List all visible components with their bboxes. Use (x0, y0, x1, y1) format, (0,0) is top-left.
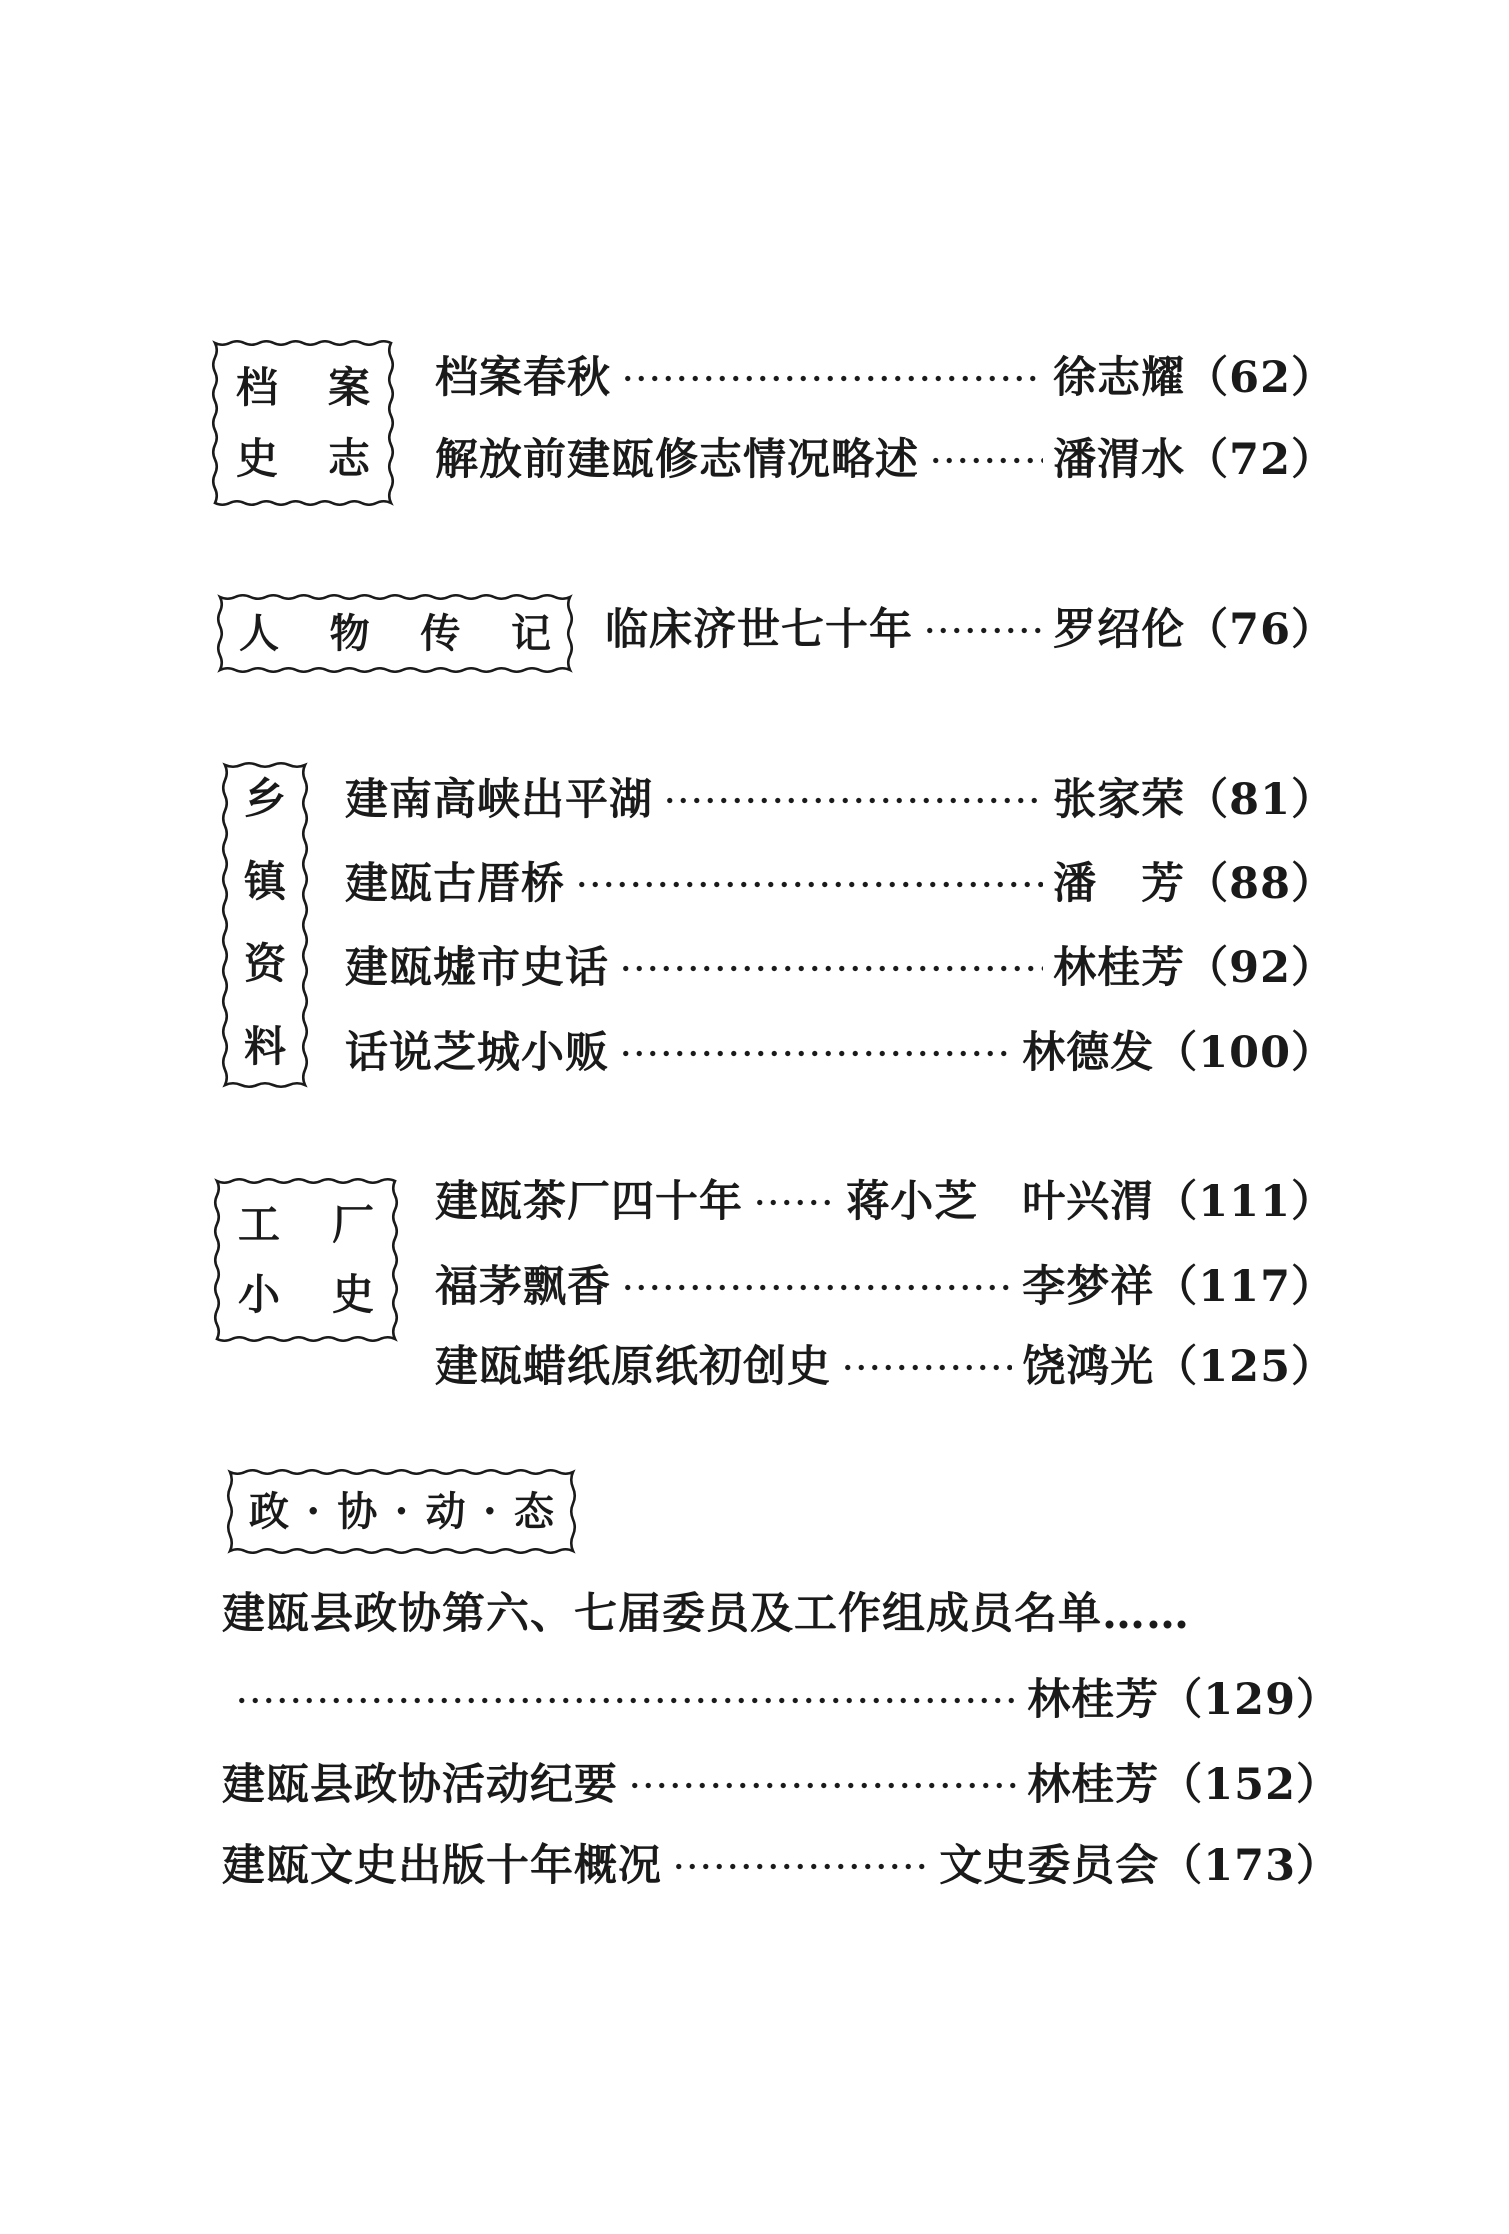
section-label: 工厂 (238, 1200, 374, 1249)
entry-page: （76） (1185, 604, 1335, 655)
toc-entry (225, 1670, 1340, 1730)
entry-title: 话说芝城小贩 (345, 1027, 609, 1078)
entry-page: （100） (1154, 1027, 1335, 1078)
entry-title: 建瓯文史出版十年概况 (222, 1840, 662, 1891)
entry-page: （117） (1154, 1261, 1335, 1312)
entry-title: 建瓯县政协活动纪要 (222, 1759, 618, 1810)
toc-entry (435, 1257, 1335, 1317)
entry-author: 蒋小芝 叶兴渭 (846, 1176, 1155, 1227)
dot-leader (923, 627, 1043, 634)
section-label-box (210, 338, 396, 508)
dot-leader (672, 1863, 929, 1870)
section-label-box (225, 1467, 578, 1556)
entry-page: （62） (1185, 352, 1335, 403)
entry-author: 潘渭水 (1053, 434, 1186, 485)
entry-page: （88） (1185, 858, 1335, 909)
entry-page: （173） (1159, 1840, 1340, 1891)
toc-entry (345, 770, 1335, 830)
entry-author: 林桂芳 (1027, 1759, 1160, 1810)
entry-author: 李梦祥 (1022, 1261, 1155, 1312)
entry-page: （129） (1159, 1674, 1340, 1725)
toc-entry (345, 1023, 1335, 1083)
dot-leader (929, 457, 1043, 464)
entry-author: 林桂芳 (1027, 1674, 1160, 1725)
toc-entry (435, 348, 1335, 408)
entry-title: 建瓯墟市史话 (345, 942, 609, 993)
entry-page: （152） (1159, 1759, 1340, 1810)
section-label-box (212, 1176, 400, 1344)
entry-author: 文史委员会 (939, 1840, 1160, 1891)
toc-entry (222, 1755, 1340, 1815)
toc-entry (435, 1172, 1335, 1232)
entry-page: （92） (1185, 942, 1335, 993)
section-label: 档案 (236, 362, 370, 412)
section-label: 乡 (243, 774, 286, 823)
entry-title: 临床济世七十年 (605, 604, 913, 655)
dot-leader (575, 881, 1043, 888)
toc-entry (345, 938, 1335, 998)
entry-page: （125） (1154, 1341, 1335, 1392)
dot-leader (235, 1697, 1017, 1704)
entry-author: 罗绍伦 (1053, 604, 1186, 655)
entry-page: （81） (1185, 774, 1335, 825)
dot-leader (663, 797, 1043, 804)
entry-title: 档案春秋 (435, 352, 611, 403)
entry-title: 建瓯蜡纸原纸初创史 (435, 1341, 831, 1392)
entry-author: 徐志耀 (1053, 352, 1186, 403)
entry-page: （72） (1185, 434, 1335, 485)
section-label: 人物传记 (239, 609, 551, 657)
toc-entry (222, 1836, 1340, 1896)
section-label: 小史 (238, 1270, 374, 1319)
toc-entry (605, 600, 1335, 660)
dot-leader (621, 1284, 1012, 1291)
dot-leader (841, 1364, 1012, 1371)
entry-title: 建瓯茶厂四十年 (435, 1176, 743, 1227)
entry-author: 饶鸿光 (1022, 1341, 1155, 1392)
dot-leader (619, 965, 1043, 972)
section-label-box (215, 592, 575, 675)
dot-leader (628, 1782, 1017, 1789)
entry-title: 建南高峡出平湖 (345, 774, 653, 825)
entry-title: 福茅飘香 (435, 1261, 611, 1312)
section-label: 镇 (243, 856, 286, 906)
entry-title: 解放前建瓯修志情况略述 (435, 434, 919, 485)
dot-leader (621, 375, 1043, 382)
entry-author: 林桂芳 (1053, 942, 1186, 993)
entry-author: 潘 芳 (1053, 858, 1186, 909)
toc-entry (222, 1584, 1340, 1644)
section-label: 政·协·动·态 (249, 1487, 554, 1535)
section-label: 资 (243, 939, 286, 989)
entry-author: 张家荣 (1053, 774, 1186, 825)
entry-page: （111） (1154, 1176, 1335, 1227)
section-label-box (220, 760, 310, 1090)
section-label: 料 (243, 1021, 286, 1071)
toc-entry (435, 430, 1335, 490)
section-label: 史志 (236, 433, 370, 483)
entry-author: 林德发 (1022, 1027, 1155, 1078)
entry-title: 建瓯县政协第六、七届委员及工作组成员名单…… (222, 1588, 1190, 1639)
dot-leader (619, 1050, 1012, 1057)
dot-leader (753, 1199, 836, 1206)
toc-entry (435, 1337, 1335, 1397)
entry-title: 建瓯古厝桥 (345, 858, 565, 909)
toc-entry (345, 854, 1335, 914)
